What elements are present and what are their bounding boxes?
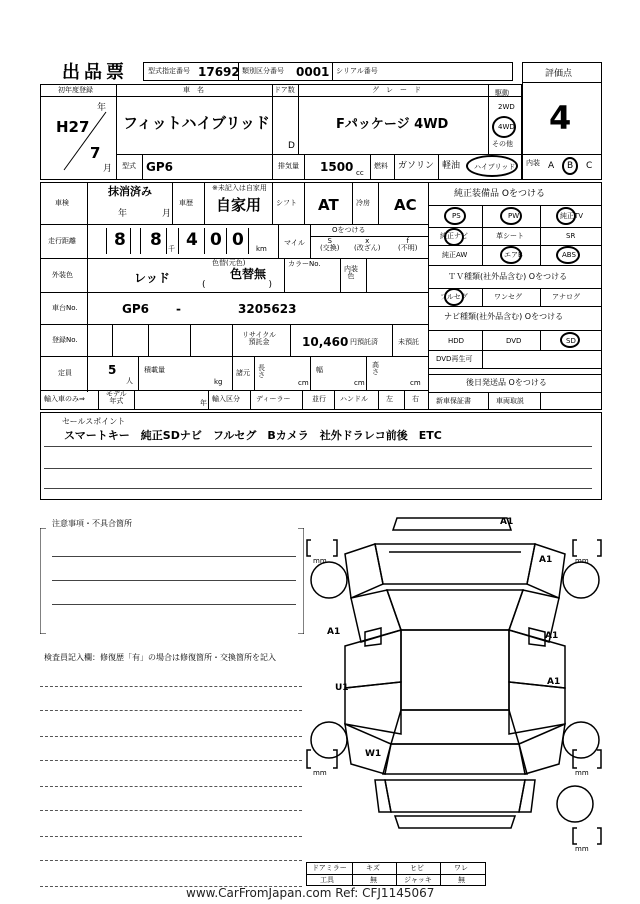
mileage-digit: 0	[210, 230, 222, 250]
navi-sd: SD	[566, 337, 576, 345]
import-label: 輸入車のみ⇒	[44, 395, 85, 403]
equip-ps-circle	[444, 207, 466, 225]
equip-ps: PS	[452, 212, 461, 220]
chassis-label: 車台No.	[52, 304, 78, 312]
equip-tv: 純正TV	[560, 212, 584, 220]
type-label: 型式指定番号	[148, 67, 190, 75]
colorno-label: カラーNo.	[288, 260, 321, 268]
regno-label: 登録No.	[52, 336, 78, 344]
class-value: 0001	[296, 65, 330, 79]
sales-label: セールスポイント	[62, 417, 126, 426]
fuel-label: 燃料	[374, 162, 388, 170]
capacity-value: 5	[108, 363, 117, 377]
legend-v3: ジャッキ	[404, 876, 432, 884]
navi-dvd: DVD	[506, 337, 522, 345]
navi-hdd: HDD	[448, 337, 465, 345]
height-label: 高さ	[372, 361, 379, 376]
load-unit: kg	[214, 378, 223, 386]
later-title: 後日発送品 Oをつける	[466, 378, 547, 387]
history-value: 自家用	[216, 196, 262, 214]
legend-h1: ドアミラー	[312, 864, 347, 872]
navi-type-title: ナビ種類(社外品含む) Oをつける	[444, 312, 564, 321]
damage-mark: A1	[327, 627, 341, 637]
exchange-label: S (交換)	[320, 237, 340, 252]
recycle-unpaid: 未預託	[398, 338, 419, 346]
disp-unit: cc	[356, 169, 364, 177]
inspection-month: 月	[162, 209, 172, 219]
height-unit: cm	[410, 379, 421, 387]
drive-2wd: 2WD	[498, 103, 515, 111]
chassis-dash: -	[176, 302, 181, 316]
class-label: 類別区分番号	[242, 67, 284, 75]
import-class-label: 輸入区分	[212, 395, 240, 403]
grade: Fパッケージ 4WD	[336, 117, 449, 132]
first-reg-month: 7	[90, 144, 101, 162]
mm-unit: mm	[313, 557, 327, 565]
door-label: ドア数	[274, 86, 295, 94]
mileage-label: 走行距離	[48, 237, 76, 245]
type-value: 17692	[198, 65, 240, 79]
width-label: 幅	[316, 366, 323, 374]
mileage-digit: 8	[150, 230, 162, 250]
size-label: 諸元	[236, 369, 250, 377]
legend-v1: 工具	[320, 876, 334, 884]
page-title: 出品票	[62, 62, 128, 83]
damage-mark: A1	[545, 631, 559, 641]
drive-label: 駆動	[495, 89, 509, 97]
mark-label: Oをつける	[332, 226, 366, 234]
door-d: D	[288, 141, 295, 151]
modified-label: x (改ざん)	[354, 237, 381, 252]
legend-h2: キズ	[366, 864, 380, 872]
capacity-unit: 人	[126, 377, 133, 385]
import-year: 年	[200, 399, 207, 407]
first-reg-era: H27	[56, 118, 90, 136]
mileage-digit: 8	[114, 230, 126, 250]
intcolor-label: 内装 色	[344, 265, 358, 280]
recycle-value: 10,460	[302, 335, 349, 349]
fuel-hybrid: ハイブリッド	[474, 163, 516, 171]
history-label: 車歴	[179, 199, 193, 207]
repaint-value: 色替無	[230, 267, 267, 281]
equip-pw-circle	[500, 207, 522, 225]
equip-sr: SR	[566, 232, 576, 240]
mm-unit: mm	[575, 769, 589, 777]
equip-tv-circle	[556, 207, 576, 225]
serial-label: シリアル番号	[336, 67, 378, 75]
tv-fullseg: フルセグ	[440, 293, 468, 301]
month-unit: 月	[103, 164, 113, 174]
drive-4wd: 4WD	[498, 123, 515, 131]
handle-left: 左	[386, 395, 393, 403]
cooler-label: 冷房	[356, 199, 370, 207]
inspector-label: 検査員記入欄：修復歴「有」の場合は修復箇所・交換箇所を記入	[44, 653, 276, 662]
legend-v4: 無	[458, 876, 465, 884]
first-reg-label: 初年度登録	[58, 86, 93, 94]
parallel: 並行	[312, 395, 326, 403]
km-unit: km	[256, 245, 267, 253]
shift-value: AT	[318, 196, 339, 214]
fuel-hybrid-circle	[466, 155, 518, 177]
equip-pw: PW	[508, 212, 520, 220]
equip-aw: 純正AW	[442, 251, 468, 259]
unknown-label: f (不明)	[398, 237, 418, 252]
equipment-title: 純正装備品 Oをつける	[454, 189, 545, 199]
interior-b-circle	[562, 157, 578, 175]
dealer: ディーラー	[256, 395, 291, 403]
fuel-diesel: 軽油	[442, 161, 461, 171]
length-unit: cm	[298, 379, 309, 387]
sales-text: スマートキー 純正SDナビ フルセグ Bカメラ 社外ドラレコ前後 ETC	[64, 429, 442, 442]
notes-frame	[40, 528, 304, 634]
chassis-number: 3205623	[238, 302, 297, 316]
legend-h3: ヒビ	[410, 864, 424, 872]
width-unit: cm	[354, 379, 365, 387]
later-manual: 車両取説	[496, 397, 524, 405]
color-value: レッド	[134, 271, 170, 285]
later-warranty: 新車保証書	[436, 397, 471, 405]
equip-navi: 純正ナビ	[440, 232, 468, 240]
legend-h4: ワレ	[454, 864, 468, 872]
mm-unit: mm	[575, 557, 589, 565]
drive-other: その他	[492, 140, 513, 148]
footer-watermark: www.CarFromJapan.com Ref: CFJ1145067	[186, 886, 435, 900]
equip-airbag-circle	[500, 246, 522, 264]
mm-unit: mm	[313, 769, 327, 777]
dvd-play: DVD再生可	[436, 355, 473, 363]
fuel-gasoline: ガソリン	[398, 161, 435, 171]
chassis-prefix: GP6	[122, 302, 149, 316]
recycle-paid: 円預託済	[350, 338, 378, 346]
mileage-digit: 0	[232, 230, 244, 250]
mileage-digits	[106, 228, 266, 254]
disp: 1500	[320, 160, 354, 174]
model-year-label: モデル 年式	[106, 390, 127, 405]
tv-analog: アナログ	[552, 293, 580, 301]
handle-label: ハンドル	[340, 395, 368, 403]
equip-abs: ABS	[562, 251, 576, 259]
damage-mark: A1	[539, 555, 553, 565]
navi-sd-circle	[560, 332, 580, 348]
equip-leather: 革シート	[496, 232, 524, 240]
tv-oneseg: ワンセグ	[494, 293, 522, 301]
model-label: 型式	[122, 162, 136, 170]
interior-b: B	[567, 161, 574, 171]
color-label: 外装色	[52, 271, 73, 279]
handle-right: 右	[412, 395, 419, 403]
damage-mark: W1	[365, 749, 382, 759]
equip-abs-circle	[556, 246, 580, 264]
damage-mark: A1	[500, 517, 514, 527]
interior-c: C	[586, 161, 593, 171]
interior-label: 内装	[526, 159, 540, 167]
year-unit: 年	[97, 103, 107, 113]
mile-label: マイル	[284, 239, 305, 247]
car-name: フィットハイブリッド	[123, 114, 270, 132]
interior-a: A	[548, 161, 555, 171]
capacity-label: 定員	[58, 369, 72, 377]
tv-type-title: ＴＶ種類(社外品含む) Oをつける	[448, 272, 568, 281]
model: GP6	[146, 160, 173, 174]
grade-label: グ レ ー ド	[372, 86, 421, 94]
recycle-label: リサイクル 預託金	[242, 331, 277, 346]
repaint-paren: ( )	[202, 280, 273, 290]
equip-airbag: エアB	[504, 251, 523, 259]
inspection-value: 抹消済み	[108, 185, 152, 198]
repaint-label: 色替(元色)	[212, 259, 246, 267]
cooler-value: AC	[394, 196, 417, 214]
length-label: 長さ	[258, 364, 265, 379]
thousand-unit: 千	[168, 245, 175, 253]
legend-v2: 無	[370, 876, 377, 884]
load-label: 積載量	[144, 366, 165, 374]
mm-unit: mm	[575, 845, 589, 853]
notes-label: 注意事項・不具合箇所	[52, 519, 132, 528]
score-value: 4	[549, 99, 572, 137]
score-label: 評価点	[545, 69, 573, 79]
car-diagram	[305, 512, 605, 882]
equip-navi-circle	[444, 228, 464, 246]
mileage-digit: 4	[186, 230, 198, 250]
damage-mark: A1	[547, 677, 561, 687]
history-note: ※未記入は自家用	[212, 184, 267, 192]
shift-label: シフト	[276, 199, 297, 207]
inspection-label: 車検	[55, 199, 69, 207]
inspection-year: 年	[118, 209, 128, 219]
damage-mark: U1	[335, 683, 349, 693]
tv-fullseg-circle	[444, 288, 464, 306]
name-label: 車 名	[183, 86, 204, 94]
disp-label: 排気量	[278, 162, 299, 170]
drive-4wd-circle	[492, 116, 516, 138]
